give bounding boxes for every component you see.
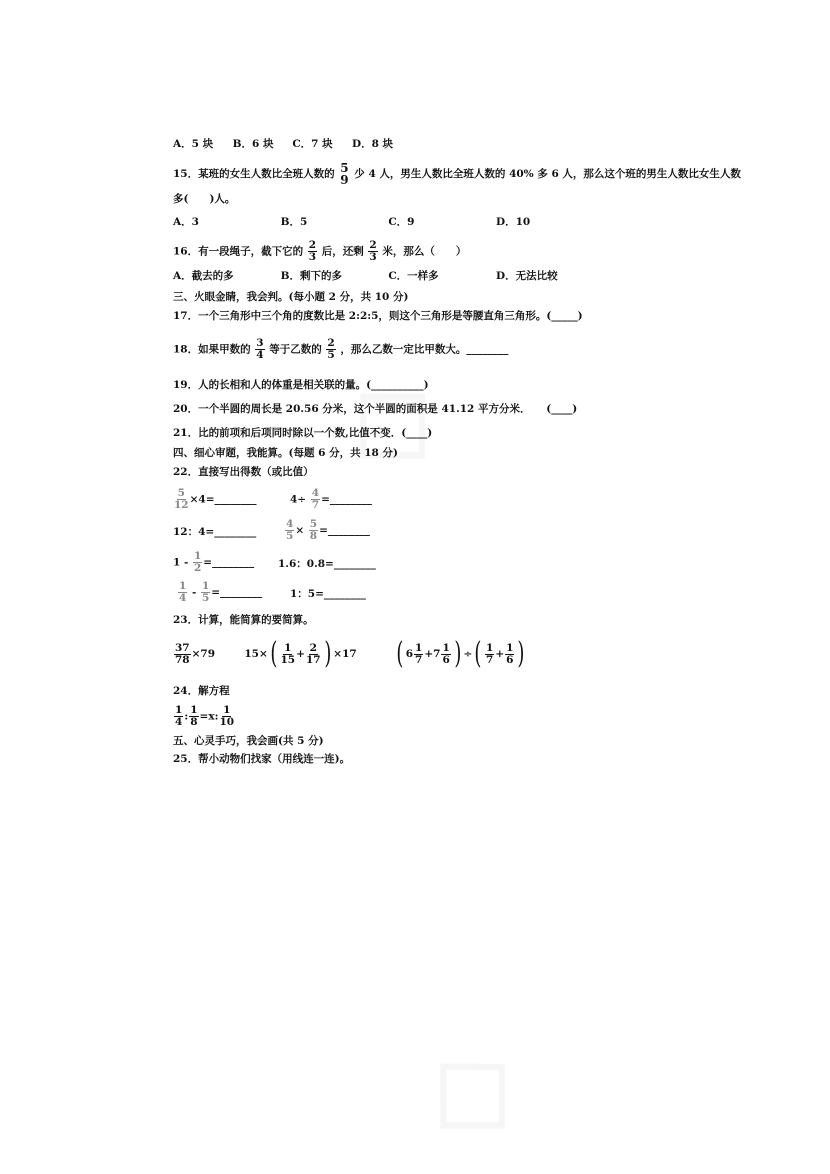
numerator: 2 xyxy=(369,239,377,251)
plus: + xyxy=(495,648,505,660)
q16-fraction-2 xyxy=(368,240,377,263)
denominator: 5 xyxy=(286,530,294,542)
q14-option-a: A．5 块 xyxy=(173,138,214,150)
fraction xyxy=(201,581,210,604)
numerator: 1 xyxy=(284,641,292,654)
denominator: 5 xyxy=(327,349,335,361)
q22-r1b-tail: =________ xyxy=(321,493,372,506)
q23-title: 23．计算，能简算的要简算。 xyxy=(173,614,314,626)
q22-r1b xyxy=(290,488,372,511)
q18-fraction-2 xyxy=(326,338,335,361)
q14-option-c: C．7 块 xyxy=(292,138,333,150)
fraction xyxy=(441,643,450,666)
numerator: 2 xyxy=(327,337,335,349)
section-4-heading: 四、细心审题，我能算。(每题 6 分，共 18 分) xyxy=(173,447,398,459)
q16-text-b: 后，还剩 xyxy=(321,245,364,258)
fraction xyxy=(414,643,423,666)
q17: 17．一个三角形中三个角的度数比是 2:2:5，则这个三角形是等腰直角三角形。(_____) xyxy=(173,310,583,322)
denominator: 3 xyxy=(369,251,377,263)
q22-r2b xyxy=(284,519,370,542)
q22-r3a-head: 1 - xyxy=(173,556,189,569)
denominator: 10 xyxy=(219,716,235,728)
q22-r3a xyxy=(173,551,254,574)
numerator: 37 xyxy=(175,641,190,654)
q15-option-d: D．10 xyxy=(495,216,531,228)
divide: ÷ xyxy=(463,648,473,660)
q22-r4b: 1：5=________ xyxy=(290,588,366,600)
left-paren: ( xyxy=(270,636,278,671)
q22-r2b-tail: =________ xyxy=(319,524,370,537)
q16-option-c: C．一样多 xyxy=(388,270,439,282)
q19: 19．人的长相和人的体重是相关联的量。(__________) xyxy=(173,379,429,391)
q20: 20．一个半圆的周长是 20.56 分米，这个半圆的面积是 41.12 平方分米． (____) xyxy=(173,403,578,415)
q16-text-c: 米，那么（ ） xyxy=(382,245,467,258)
q18-text-c: ，那么乙数一定比甲数大。________ xyxy=(340,343,509,356)
q23-e2-tail: ×17 xyxy=(333,648,357,660)
numerator: 1 xyxy=(442,641,450,654)
watermark xyxy=(304,338,468,502)
q24-title: 24．解方程 xyxy=(173,685,230,697)
denominator: 3 xyxy=(308,251,317,263)
q22-r3b: 1.6：0.8=________ xyxy=(278,558,376,570)
fraction xyxy=(485,643,494,666)
numerator: 4 xyxy=(311,487,320,499)
whole: 6 xyxy=(405,648,414,660)
q15-line1 xyxy=(173,162,741,186)
denominator: 4 xyxy=(256,349,264,361)
plus: + xyxy=(296,648,305,660)
operator: × xyxy=(295,524,305,537)
q15-fraction xyxy=(339,162,349,186)
numerator: 1 xyxy=(201,580,210,592)
fraction xyxy=(189,705,198,728)
watermark xyxy=(384,1008,548,1172)
q23-e2-head: 15× xyxy=(244,648,268,660)
numerator: 5 xyxy=(340,161,349,175)
q15-option-c: C．9 xyxy=(388,216,415,228)
fraction xyxy=(311,488,320,511)
numerator: 1 xyxy=(223,704,231,716)
q16-fraction-1 xyxy=(308,240,317,263)
denominator: 4 xyxy=(179,592,187,604)
fraction xyxy=(178,581,187,604)
fraction xyxy=(505,643,514,666)
q15-options xyxy=(173,215,530,229)
denominator: 6 xyxy=(442,653,450,666)
numerator: 4 xyxy=(286,518,294,530)
q14-option-d: D．8 块 xyxy=(351,138,394,150)
denominator: 78 xyxy=(175,653,190,666)
q23-expressions xyxy=(173,636,527,671)
q18-fraction-1 xyxy=(255,338,264,361)
q24-equation xyxy=(173,705,235,728)
q22-r1a xyxy=(173,488,257,511)
q22-r4a xyxy=(177,581,262,604)
colon: : xyxy=(184,710,189,723)
left-paren: ( xyxy=(474,636,482,671)
fraction xyxy=(306,643,321,666)
fraction xyxy=(174,488,189,511)
q14-options xyxy=(173,137,393,151)
numerator: 1 xyxy=(193,550,202,562)
right-paren: ) xyxy=(454,636,462,671)
denominator: 7 xyxy=(415,653,423,666)
q22-r2a: 12：4=________ xyxy=(173,526,257,538)
fraction xyxy=(174,643,191,666)
denominator: 4 xyxy=(175,716,183,728)
fraction xyxy=(219,705,234,728)
q23-e1-tail: ×79 xyxy=(191,648,216,660)
right-paren: ) xyxy=(517,636,525,671)
denominator: 17 xyxy=(305,653,321,666)
section-3-heading: 三、火眼金睛，我会判。(每小题 2 分，共 10 分) xyxy=(173,291,409,303)
q16-text-a: 16．有一段绳子，截下它的 xyxy=(173,245,304,258)
denominator: 6 xyxy=(506,653,514,666)
left-paren: ( xyxy=(396,636,404,671)
q22-title: 22．直接写出得数（或比值） xyxy=(173,466,314,478)
q22-r3a-tail: =________ xyxy=(203,556,255,569)
denominator: 8 xyxy=(309,530,318,542)
q18-text-b: 等于乙数的 xyxy=(269,343,322,356)
q16-option-a: A．截去的多 xyxy=(173,270,234,282)
operator: - xyxy=(191,586,197,599)
right-paren: ) xyxy=(323,636,331,671)
mid: =x: xyxy=(199,710,219,723)
numerator: 1 xyxy=(179,580,187,592)
q16-option-b: B．剩下的多 xyxy=(280,270,343,282)
q16-line xyxy=(173,240,466,263)
fraction xyxy=(193,551,202,574)
fraction xyxy=(309,519,318,542)
numerator: 1 xyxy=(190,704,198,716)
numerator: 5 xyxy=(309,518,318,530)
q21: 21．比的前项和后项同时除以一个数,比值不变．(____) xyxy=(173,427,433,439)
whole: 7 xyxy=(433,648,441,660)
numerator: 1 xyxy=(486,641,494,654)
numerator: 5 xyxy=(177,487,185,499)
fraction xyxy=(174,705,183,728)
denominator: 9 xyxy=(340,173,349,187)
q25: 25．帮小动物们找家（用线连一连)。 xyxy=(173,753,351,765)
plus: + xyxy=(424,648,434,660)
numerator: 2 xyxy=(308,239,317,251)
denominator: 12 xyxy=(174,499,189,511)
q22-r1a-tail: ×4=________ xyxy=(189,493,257,506)
denominator: 2 xyxy=(193,562,202,574)
denominator: 7 xyxy=(486,653,494,666)
denominator: 5 xyxy=(201,592,210,604)
numerator: 3 xyxy=(256,337,264,349)
q16-option-d: D．无法比较 xyxy=(495,270,558,282)
denominator: 7 xyxy=(311,499,320,511)
fraction xyxy=(281,643,296,666)
q15-option-a: A．3 xyxy=(173,216,199,228)
q15-text-a: 15．某班的女生人数比全班人数的 xyxy=(173,168,335,180)
q18-text-a: 18．如果甲数的 xyxy=(173,343,251,356)
numerator: 2 xyxy=(309,641,317,654)
q18-line xyxy=(173,338,508,361)
numerator: 1 xyxy=(506,641,514,654)
denominator: 8 xyxy=(190,716,198,728)
q15-text-c: 多( )人。 xyxy=(173,193,236,205)
q15-text-b: 少 4 人，男生人数比全班人数的 40% 多 6 人，那么这个班的男生人数比女生人数 xyxy=(354,168,741,180)
q15-option-b: B．5 xyxy=(280,216,308,228)
q14-option-b: B．6 块 xyxy=(232,138,274,150)
section-5-heading: 五、心灵手巧，我会画(共 5 分) xyxy=(173,735,324,747)
numerator: 1 xyxy=(175,704,183,716)
q16-options xyxy=(173,269,558,283)
fraction xyxy=(285,519,294,542)
q15-line2 xyxy=(173,192,235,206)
numerator: 1 xyxy=(415,641,423,654)
denominator: 15 xyxy=(280,653,296,666)
q22-r1b-head: 4÷ xyxy=(290,493,307,506)
q22-r4a-tail: =________ xyxy=(211,586,263,599)
